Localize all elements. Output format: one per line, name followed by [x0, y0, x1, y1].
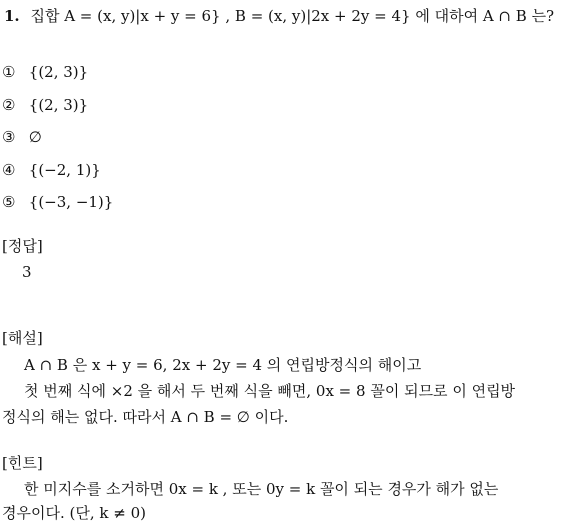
question-number: 1.: [4, 7, 20, 25]
option-text: {(−2, 1)}: [28, 161, 101, 179]
option-4[interactable]: [2, 160, 101, 180]
option-marker: ①: [2, 63, 16, 81]
explanation-line: 정식의 해는 없다. 따라서 A ∩ B = ∅ 이다.: [2, 408, 289, 426]
option-marker: ③: [2, 128, 16, 146]
hint-line: 한 미지수를 소거하면 0x = k , 또는 0y = k 꼴이 되는 경우가 해가 없는: [24, 480, 499, 498]
answer-label: [정답]: [2, 237, 43, 255]
hint-line: 경우이다. (단, k ≠ 0): [2, 504, 146, 522]
option-2[interactable]: [2, 95, 88, 115]
question-stem: 집합 A = (x, y)|x + y = 6} , B = (x, y)|2x + 2y = 4} 에 대하여 A ∩ B 는?: [30, 7, 555, 25]
option-5[interactable]: [2, 192, 113, 212]
option-1[interactable]: [2, 62, 88, 82]
answer-value: 3: [22, 263, 32, 281]
hint-label: [힌트]: [2, 454, 43, 472]
explanation-line: 첫 번째 식에 ×2 을 해서 두 번째 식을 빼면, 0x = 8 꼴이 되므로 이 연립방: [24, 382, 516, 400]
option-text: {(2, 3)}: [28, 63, 89, 81]
explanation-label: [해설]: [2, 329, 43, 347]
question-line: [4, 6, 554, 26]
option-text: {(−3, −1)}: [28, 193, 114, 211]
option-text: ∅: [28, 128, 42, 146]
option-marker: ⑤: [2, 193, 16, 211]
option-text: {(2, 3)}: [28, 96, 89, 114]
option-marker: ②: [2, 96, 16, 114]
explanation-line: A ∩ B 은 x + y = 6, 2x + 2y = 4 의 연립방정식의 해이고: [24, 356, 422, 374]
option-marker: ④: [2, 161, 16, 179]
option-3[interactable]: [2, 127, 42, 147]
